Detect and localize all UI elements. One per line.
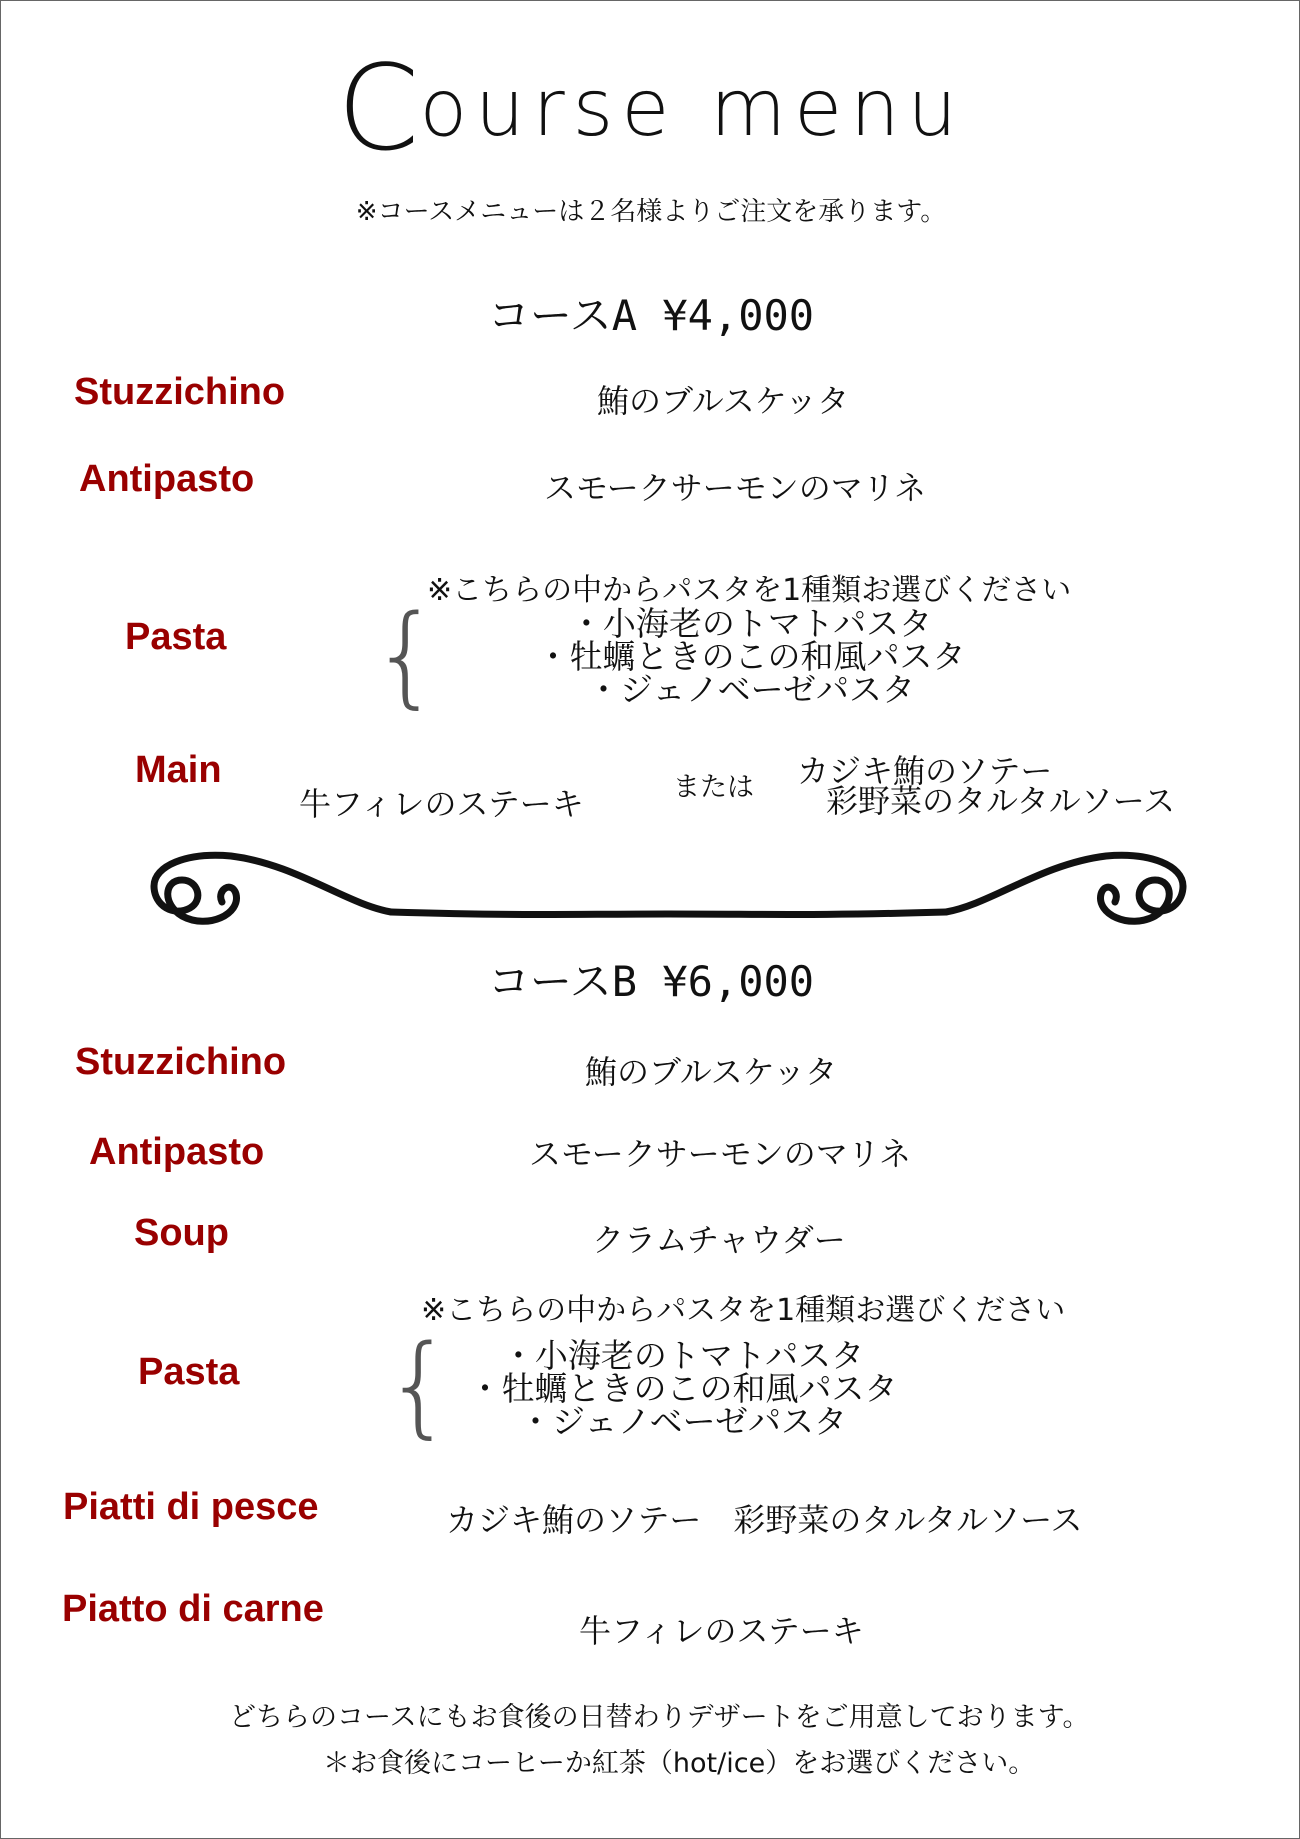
course-b-soup-dish: クラムチャウダー bbox=[592, 1221, 846, 1259]
order-notice: ※コースメニューは２名様よりご注文を承ります。 bbox=[355, 197, 947, 227]
left-curly-brace-icon: { bbox=[371, 591, 441, 719]
scroll-flourish-divider-icon bbox=[146, 844, 1191, 944]
menu-title bbox=[1, 39, 1300, 177]
title-initial: C bbox=[337, 39, 420, 177]
course-a-pasta-note: ※こちらの中からパスタを1種類お選びください bbox=[427, 573, 1072, 608]
pasta-option: ・小海老のトマトパスタ bbox=[501, 1336, 865, 1375]
course-a-main-label: Main bbox=[135, 749, 222, 791]
course-a-main-option-2-line2: 彩野菜のタルタルソース bbox=[826, 782, 1176, 820]
pasta-option: ・ジェノベーゼパスタ bbox=[586, 670, 916, 709]
course-a-main-option-1: 牛フィレのステーキ bbox=[299, 785, 584, 823]
course-b-antipasto-dish: スモークサーモンのマリネ bbox=[529, 1135, 912, 1173]
left-curly-brace-icon: { bbox=[384, 1321, 454, 1449]
course-b-pasta-options bbox=[453, 1336, 913, 1441]
course-b-pasta-note: ※こちらの中からパスタを1種類お選びください bbox=[421, 1293, 1066, 1328]
course-a-stuzzichino-dish: 鮪のブルスケッタ bbox=[597, 382, 850, 420]
course-b-carne-label: Piatto di carne bbox=[62, 1588, 324, 1630]
pasta-option: ・小海老のトマトパスタ bbox=[569, 604, 933, 643]
course-a-antipasto-label: Antipasto bbox=[79, 458, 255, 500]
course-b-carne-dish: 牛フィレのステーキ bbox=[579, 1612, 864, 1650]
course-a-pasta-options bbox=[521, 604, 981, 709]
course-b-stuzzichino-label: Stuzzichino bbox=[75, 1041, 287, 1083]
pasta-option: ・牡蠣ときのこの和風パスタ bbox=[468, 1369, 898, 1408]
course-b-pesce-dish: カジキ鮪のソテー 彩野菜のタルタルソース bbox=[446, 1501, 1083, 1539]
course-b-soup-label: Soup bbox=[134, 1212, 229, 1254]
course-b-pasta-label: Pasta bbox=[138, 1351, 240, 1393]
course-a-stuzzichino-label: Stuzzichino bbox=[74, 371, 286, 413]
course-a-heading: コースA ¥4,000 bbox=[487, 291, 815, 340]
footer-dessert-note: どちらのコースにもお食後の日替わりデザートをご用意しております。 bbox=[229, 1702, 1090, 1733]
pasta-option: ・牡蠣ときのこの和風パスタ bbox=[536, 637, 966, 676]
course-a-pasta-label: Pasta bbox=[125, 616, 227, 658]
title-rest: ourse menu bbox=[419, 64, 965, 154]
course-b-antipasto-label: Antipasto bbox=[89, 1131, 265, 1173]
course-b-stuzzichino-dish: 鮪のブルスケッタ bbox=[585, 1053, 838, 1091]
course-b-pesce-label: Piatti di pesce bbox=[63, 1486, 319, 1528]
course-a-main-or: または bbox=[673, 772, 754, 803]
course-b-heading: コースB ¥6,000 bbox=[487, 957, 815, 1006]
course-a-antipasto-dish: スモークサーモンのマリネ bbox=[544, 469, 927, 507]
pasta-option: ・ジェノベーゼパスタ bbox=[518, 1402, 848, 1441]
course-a-main-option-2-line1: カジキ鮪のソテー bbox=[797, 752, 1053, 790]
footer-drink-note: ＊お食後にコーヒーか紅茶（hot/ice）をお選びください。 bbox=[323, 1748, 1036, 1779]
